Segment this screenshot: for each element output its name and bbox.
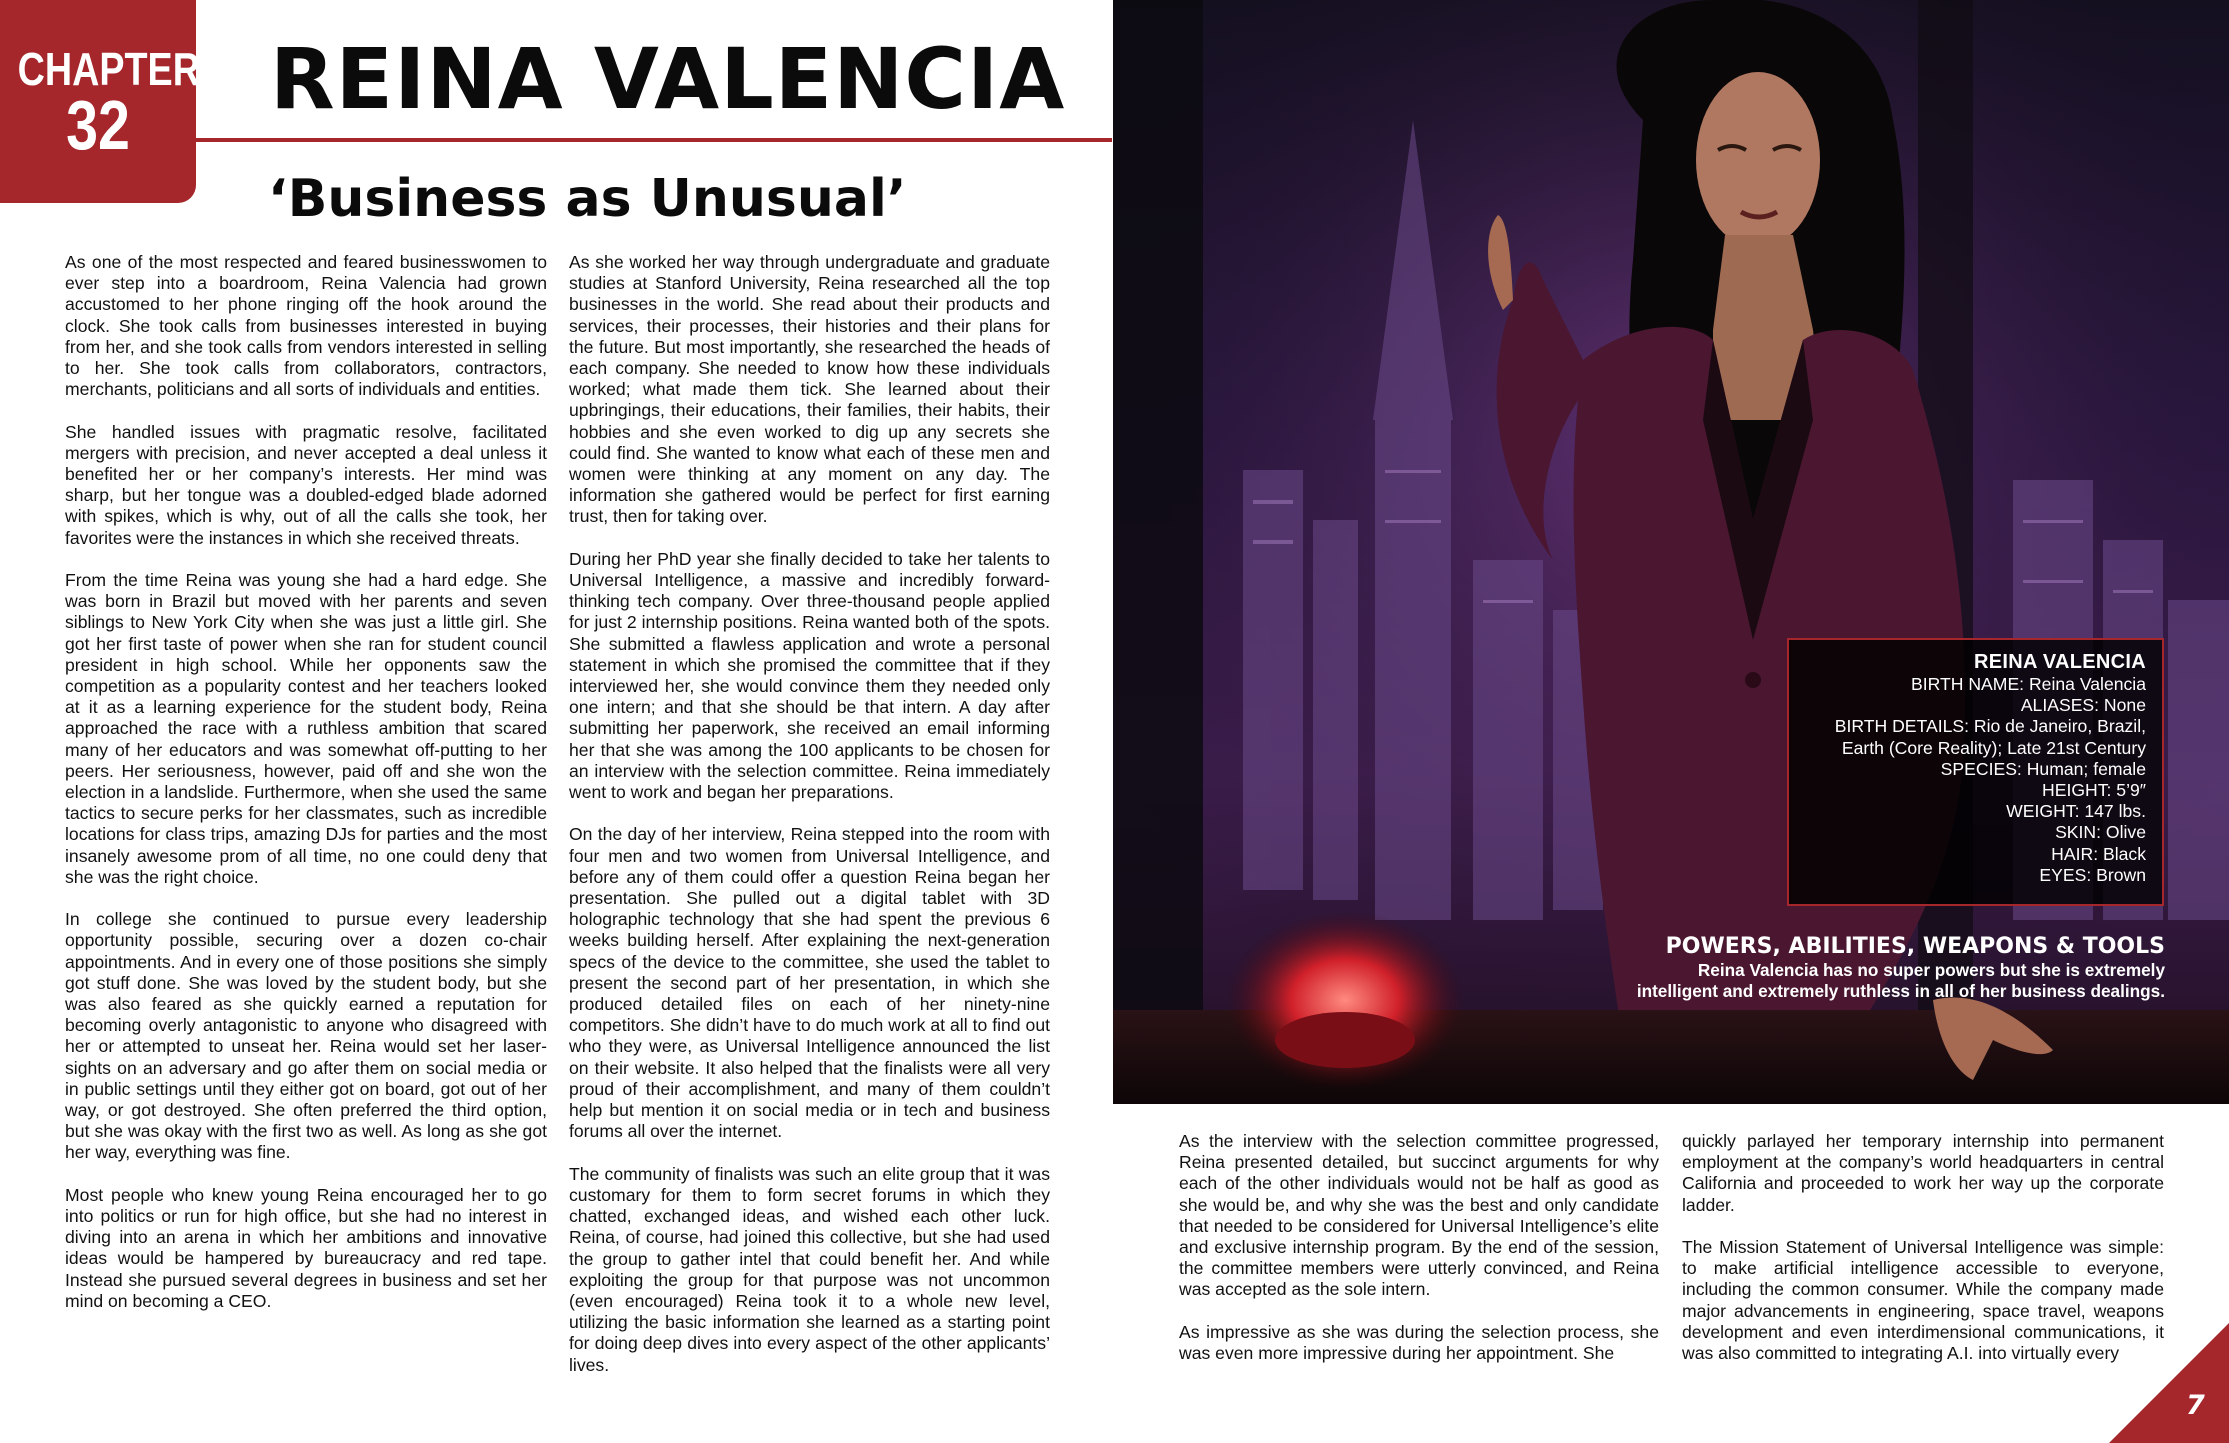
paragraph: As the interview with the selection committee progressed, Reina presented detailed, but succinct arguments for why each of the other individuals would not be half as good as she would be, and why she was the best and only candidate that needed to be considered for Universal Intelligence’s elite and exclusive internship program. By the end of the session, the committee members were utterly convinced, and Reina was accepted as the sole intern. (1179, 1131, 1659, 1300)
text-column-2 (569, 252, 1050, 1397)
chapter-subtitle: ‘Business as Unusual’ (268, 169, 907, 229)
page-number: 7 (2186, 1390, 2205, 1421)
powers-section (1610, 934, 2165, 1002)
profile-hair: HAIR: Black (2051, 843, 2146, 864)
profile-species: SPECIES: Human; female (1940, 758, 2146, 779)
chapter-label: CHAPTER (17, 43, 200, 95)
profile-name: REINA VALENCIA (1974, 651, 2146, 673)
title-divider (196, 138, 1112, 142)
profile-aliases: ALIASES: None (2020, 695, 2146, 716)
paragraph: As impressive as she was during the selection process, she was even more impressive during her appointment. She (1179, 1321, 1659, 1364)
face (1696, 72, 1820, 248)
paragraph: From the time Reina was young she had a hard edge. She was born in Brazil but moved with her parents and seven siblings to New York City when she was just a little girl. She got her first taste of power when she ran for student council president in high school. While her opponents saw the competition as a popularity contest and her teachers looked at it as a learning experience for the student body, Reina approached the race with a ruthless ambition that scared many of her educators and was somewhat off-putting to her peers. Her seriousness, however, paid off and she won the election in a landslide. Furthermore, when she used the same tactics to secure perks for her classmates, such as incredible locations for class trips, amazing DJs for parties and the most insanely awesome prom of all time, no one could deny that she was the right choice. (65, 570, 547, 887)
profile-stats-box (1787, 638, 2164, 906)
text-column-4 (1682, 1131, 2164, 1385)
profile-height: HEIGHT: 5’9″ (2042, 780, 2146, 801)
paragraph: As she worked her way through undergraduate and graduate studies at Stanford University, Reina researched all the top businesses in the world. She read about their products and services, their processes, their histories and their plans for the future. But most importantly, she researched the heads of each company. She needed to know how these individuals worked; what made them tick. She learned about their upbringings, their educations, their families, their habits, their hobbies and she even worked to dig up any secrets she could find. She wanted to know what each of these men and women were thinking at any moment on any day. The information she gathered would be perfect for first earning trust, then for taking over. (569, 252, 1050, 527)
profile-eyes: EYES: Brown (2039, 864, 2146, 885)
chapter-tab (0, 0, 200, 203)
paragraph: As one of the most respected and feared businesswomen to ever step into a boardroom, Reina Valencia had grown accustomed to her phone ringing off the hook around the clock. She took calls from businesses interested in buying from her, and she took calls from vendors interested in selling to her. She took calls from collaborators, contractors, merchants, politicians and all sorts of individuals and entities. (65, 252, 547, 400)
powers-title: POWERS, ABILITIES, WEAPONS & TOOLS (1665, 934, 2165, 959)
text-column-3 (1179, 1131, 1659, 1385)
paragraph: The community of finalists was such an elite group that it was customary for them to form secret forums in which they chatted, exchanged ideas, and wished each other luck. Reina, of course, had joined this collective, but she had used the group to gather intel that could benefit her. And while exploiting the group for that purpose was not uncommon (even encouraged) Reina took it to a whole new level, utilizing the basic information she learned as a starting point for doing deep dives into every aspect of the other applicants’ lives. (569, 1163, 1050, 1375)
chapter-number: 32 (66, 86, 130, 164)
powers-line-1: Reina Valencia has no super powers but she is extremely (1697, 960, 2165, 980)
text-column-1 (65, 252, 547, 1333)
device-base (1275, 1012, 1415, 1068)
profile-weight: WEIGHT: 147 lbs. (2006, 801, 2146, 822)
suit-button (1745, 672, 1761, 688)
paragraph: In college she continued to pursue every leadership opportunity possible, securing over a dozen co-chair appointments. And in every one of those positions she simply got stuff done. She was loved by the student body, but she was also feared as she quickly earned a reputation for becoming overly antagonistic to anyone who disagreed with her or attempted to unseat her. Reina would set her laser-sights on an adversary and go after them on social media or in public settings until they either got on board, got out of her way, or got destroyed. She often preferred the third option, but she was okay with the first two as well. As long as she got her way, everything was fine. (65, 909, 547, 1163)
page-corner-triangle (2109, 1323, 2229, 1443)
paragraph: On the day of her interview, Reina stepped into the room with four men and two women from Universal Intelligence, and before any of them could offer a question Reina began her presentation. She pulled out a digital tablet with 3D holographic technology that she had spent the previous 6 weeks building herself. After explaining the next-generation specs of the device to the committee, she used the tablet to present the second part of her presentation, in which she produced detailed files on each of her ninety-nine competitors. She didn’t have to do much work at all to find out who they were, as Universal Intelligence announced the list on their website. It also helped that the finalists were all very proud of their accomplishment, and many of them couldn’t help but mention it on social media or in tech and business forums all over the internet. (569, 824, 1050, 1142)
paragraph: The Mission Statement of Universal Intelligence was simple: to make artificial intelligence accessible to everyone, including the common consumer. While the company made major advancements in engineering, space travel, weapons development and even interdimensional communications, it was also committed to integrating A.I. into virtually every (1682, 1237, 2164, 1364)
powers-line-2: intelligent and extremely ruthless in all of her business dealings. (1636, 981, 2165, 1001)
paragraph: During her PhD year she finally decided to take her talents to Universal Intelligence, a massive and incredibly forward-thinking tech company. Over three-thousand people applied for just 2 internship positions. Reina wanted both of the spots. She submitted a flawless application and wrote a personal statement in which she promised the committee that if they interviewed her, she would convince them they needed only one intern; and that she should be that intern. A day after submitting her paperwork, she received an email informing her that she was among the 100 applicants to be chosen for an interview with the selection committee. Reina immediately went to work and began her preparations. (569, 548, 1050, 803)
profile-skin: SKIN: Olive (2055, 822, 2146, 843)
profile-birth-name: BIRTH NAME: Reina Valencia (1911, 674, 2146, 694)
profile-birth-details-cont: Earth (Core Reality); Late 21st Century (1841, 737, 2146, 758)
profile-birth-details: BIRTH DETAILS: Rio de Janeiro, Brazil, (1834, 716, 2146, 737)
window-frame-left (1113, 0, 1203, 1104)
paragraph: quickly parlayed her temporary internship into permanent employment at the company’s world headquarters in central California and proceeded to work her way up the corporate ladder. (1682, 1131, 2164, 1215)
paragraph: She handled issues with pragmatic resolve, facilitated mergers with precision, and never accepted a deal unless it benefited her or her company’s interests. Her mind was sharp, but her tongue was a doubled-edged blade adorned with spikes, which is why, out of all the calls she took, her favorites were the instances in which she received threats. (65, 421, 547, 548)
paragraph: Most people who knew young Reina encouraged her to go into politics or run for high office, but she had no interest in diving into an arena in which her ambitions and innovative ideas would be hampered by bureaucracy and red tape. Instead she pursued several degrees in business and set her mind on becoming a CEO. (65, 1184, 547, 1311)
page-title: REINA VALENCIA (270, 30, 1066, 128)
